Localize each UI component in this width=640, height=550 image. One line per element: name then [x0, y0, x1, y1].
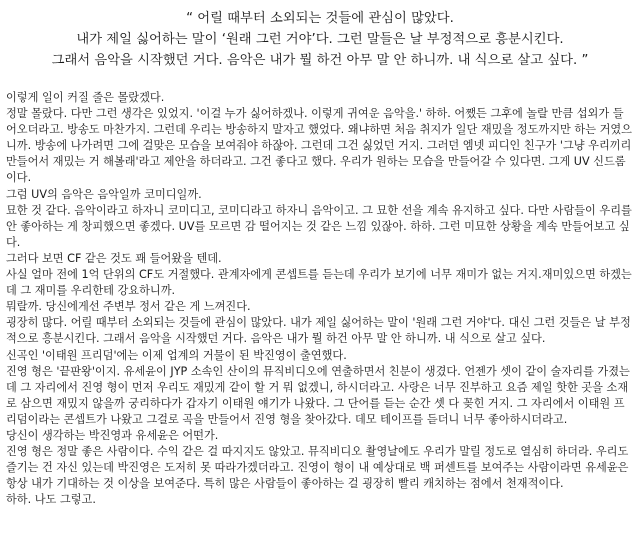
interview-question: 신곡인 '이태원 프리덤'에는 이제 업계의 거물이 된 박진영이 출연했다. — [6, 348, 347, 362]
pull-quote-line-2: 내가 제일 싫어하는 말이 ‘원래 그런 거야’다. 그런 말들은 날 부정적으로 흥분시킨다. — [76, 32, 564, 47]
pull-quote — [0, 0, 640, 71]
interview-answer: 정말 몰랐다. 다만 그런 생각은 있었지. '이걸 누가 싫어하겠나. 이렇게 귀여운 음악을.' 하하. 어쨌든 그후에 놀랄 만큼 섭외가 들어오더라고. 방송도 마찬가지. 그런데 우리는 방송하지 말자고 했었다. 왜냐하면 처음 취지가 일단 재밌을 정도까지만 하는 거였으니까. 방송에 나가려면 그에 걸맞은 모습을 보여줘야 하잖아. 그런데 그건 싫었던 거지. 그러던 엠넷 피디인 친구가 '그냥 우리끼리 만들어서 재밌는 거 해볼래'라고 제안을 하더라고. 그건 좋다고 했다. 우리가 원하는 모습을 만들어갈 수 있다면. 그게 UV 신드롬이다. — [6, 107, 632, 185]
interview-answer: 진영 형은 정말 좋은 사람이다. 수익 같은 걸 따지지도 않았고. 뮤직비디오 촬영날에도 우리가 말릴 정도로 열심히 하더라. 우리도 즐기는 건 자신 있는데 박진영은 도저히 못 따라가겠더라고. 진영이 형이 내 예상대로 백 퍼센트를 보여주는 사람이라면 유세윤은 항상 내가 기대하는 것 이상을 보여준다. 특히 많은 사람들이 좋아하는 걸 굉장히 빨리 캐치하는 점에서 천재적이다. — [6, 445, 629, 491]
interview-answer: 굉장히 많다. 어릴 때부터 소외되는 것들에 관심이 많았다. 내가 제일 싫어하는 말이 '원래 그런 거야'다. 대신 그런 것들은 날 부정적으로 흥분시킨다. 그래서 음악을 시작했던 거다. 음악은 내가 뭘 하건 아무 말 안 하니까. 내 식으로 살고 싶다. — [6, 316, 631, 346]
interview-question: 당신이 생각하는 박진영과 유세윤은 어떤가. — [6, 428, 219, 442]
interview-question: 하하. 나도 그렇고. — [6, 493, 96, 507]
interview-body — [0, 90, 640, 508]
pull-quote-line-1: “ 어릴 때부터 소외되는 것들에 관심이 많았다. — [186, 11, 454, 26]
interview-question: 그럼 UV의 음악은 음악일까 코미디일까. — [6, 187, 202, 201]
pull-quote-line-3: 그래서 음악을 시작했던 거다. 음악은 내가 뭘 하건 아무 말 안 하니까. 내 식으로 살고 싶다. ” — [51, 53, 589, 68]
interview-question: 이렇게 일이 커질 줄은 몰랐겠다. — [6, 91, 165, 104]
interview-answer: 진영 형은 '끝판왕'이지. 유세윤이 JYP 소속인 산이의 뮤직비디오에 연출하면서 친분이 생겼다. 언젠가 셋이 같이 술자리를 가졌는데 그 자리에서 진영 형이 먼저 우리도 재밌게 같이 할 거 뭐 없겠니, 하시더라고. 사랑은 너무 진부하고 요즘 제일 핫한 곳을 소재로 삼으면 재밌지 않을까 궁리하다가 갑자기 이태원 얘기가 나왔다. 그 단어를 듣는 순간 셋 다 꽂힌 거지. 그 자리에서 이태원 프리덤이라는 콘셉트가 나왔고 그걸로 곡을 만들어서 진영 형을 찾아갔다. 데모 테이프를 듣더니 너무 좋아하시더라고. — [6, 364, 630, 426]
interview-answer: 묘한 것 같다. 음악이라고 하자니 코미디고, 코미디라고 하자니 음악이고. 그 묘한 선을 계속 유지하고 싶다. 다만 사람들이 우리를 안 좋아하는 게 창피했으면 좋겠다. UV를 모르면 감 떨어지는 것 같은 느낌 있잖아. 하하. 그런 미묘한 상황을 계속 만들어보고 싶다. — [6, 203, 632, 249]
interview-question: 뭐랄까. 당신에게선 주변부 정서 같은 게 느껴진다. — [6, 300, 251, 314]
interview-answer: 사실 얼마 전에 1억 단위의 CF도 거절했다. 관계자에게 콘셉트를 듣는데 우리가 보기에 너무 재미가 없는 거지.재미있으면 하겠는데 그 재미를 우리한테 강요하니까. — [6, 268, 632, 298]
interview-question: 그러다 보면 CF 같은 것도 꽤 들어왔을 텐데. — [6, 251, 222, 265]
